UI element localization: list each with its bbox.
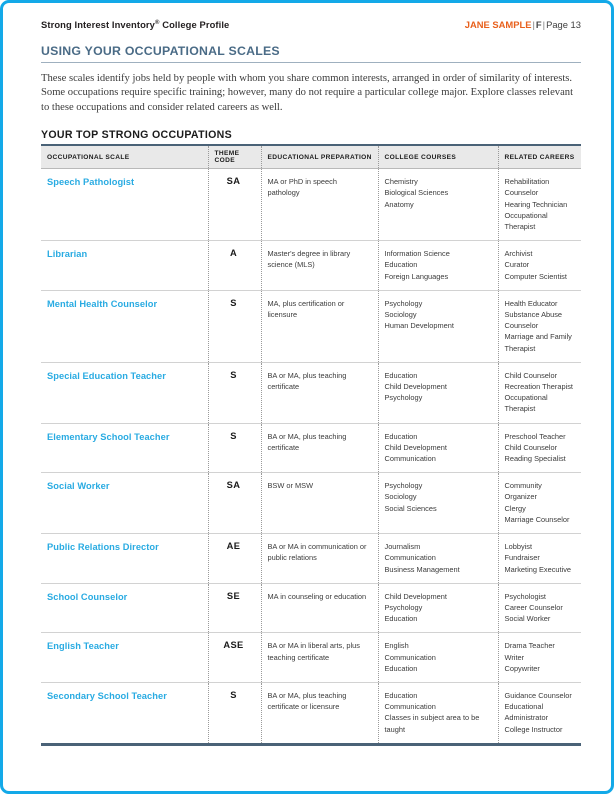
column-header-college-courses: COLLEGE COURSES: [378, 146, 498, 169]
theme-code-value: S: [230, 297, 237, 308]
cell-occupational-scale: [41, 583, 208, 633]
related-career-line: Computer Scientist: [504, 271, 567, 281]
college-course-line: Communication: [384, 702, 436, 712]
related-career-line: Curator: [504, 260, 530, 270]
college-course-line: Communication: [384, 652, 436, 662]
related-career-line: Marketing Executive: [504, 564, 572, 574]
cell-theme-code: [208, 633, 261, 683]
cell-related-careers: [498, 583, 581, 633]
table-row: [41, 682, 581, 742]
education-line: MA or PhD in speech pathology: [267, 177, 337, 198]
cell-related-careers: [498, 169, 581, 241]
running-head: [41, 3, 581, 30]
theme-code-value: S: [230, 369, 237, 380]
cell-educational-preparation: [261, 633, 378, 683]
related-career-line: Substance Abuse Counselor: [504, 310, 563, 331]
occupation-name: English Teacher: [47, 641, 119, 652]
cell-related-careers: [498, 362, 581, 423]
college-course-line: Sociology: [384, 492, 417, 502]
related-career-line: Occupational Therapist: [504, 393, 548, 414]
college-course-line: Psychology: [384, 393, 423, 403]
page-number: Page 13: [546, 19, 581, 30]
college-course-line: Foreign Languages: [384, 271, 449, 281]
related-career-line: Preschool Teacher: [504, 431, 566, 441]
occupation-name: Secondary School Teacher: [47, 690, 167, 701]
cell-theme-code: [208, 682, 261, 742]
related-career-line: Lobbyist: [504, 542, 533, 552]
table-row: [41, 423, 581, 473]
related-career-line: Community Organizer: [504, 481, 542, 502]
education-line: BA or MA, plus teaching certificate: [267, 370, 347, 392]
column-header-occupational-scale: OCCUPATIONAL SCALE: [41, 146, 208, 169]
college-course-line: Child Development: [384, 382, 447, 392]
education-line: BA or MA, plus teaching certificate or licensure: [267, 690, 347, 712]
theme-code-value: SA: [226, 176, 241, 187]
related-career-line: Educational Administrator: [504, 702, 549, 723]
table-row: [41, 633, 581, 683]
table-row: [41, 473, 581, 534]
cell-theme-code: [208, 423, 261, 473]
education-line: BSW or MSW: [267, 481, 314, 491]
cell-occupational-scale: [41, 633, 208, 683]
cell-occupational-scale: [41, 534, 208, 584]
college-course-line: Chemistry: [384, 177, 418, 187]
occupation-name: Special Education Teacher: [47, 370, 166, 381]
cell-educational-preparation: [261, 583, 378, 633]
occupation-name: School Counselor: [47, 591, 128, 602]
cell-theme-code: [208, 169, 261, 241]
page-content: [41, 3, 581, 746]
related-career-line: Copywriter: [504, 663, 540, 673]
related-career-line: Social Worker: [504, 614, 551, 624]
cell-related-careers: [498, 682, 581, 742]
related-career-line: Drama Teacher: [504, 641, 555, 651]
section-heading-rule: [41, 62, 581, 63]
table-row: [41, 534, 581, 584]
related-career-line: Fundraiser: [504, 553, 540, 563]
education-line: MA, plus certification or licensure: [267, 298, 345, 320]
related-career-line: Health Educator: [504, 298, 558, 308]
college-course-line: Information Science: [384, 249, 450, 259]
cell-educational-preparation: [261, 241, 378, 291]
person-name: JANE SAMPLE: [464, 19, 532, 30]
cell-related-careers: [498, 633, 581, 683]
occupation-name: Librarian: [47, 249, 88, 260]
cell-college-courses: [378, 473, 498, 534]
related-career-line: Clergy: [504, 503, 526, 513]
table-row: [41, 290, 581, 362]
college-course-line: Education: [384, 431, 418, 441]
cell-college-courses: [378, 362, 498, 423]
college-course-line: Education: [384, 614, 418, 624]
column-header-educational-preparation: EDUCATIONAL PREPARATION: [261, 146, 378, 169]
cell-occupational-scale: [41, 169, 208, 241]
college-course-line: Business Management: [384, 564, 460, 574]
education-line: BA or MA in communication or public relations: [267, 542, 367, 563]
theme-code-value: AE: [226, 541, 241, 552]
cell-related-careers: [498, 290, 581, 362]
college-course-line: Communication: [384, 454, 436, 464]
cell-college-courses: [378, 169, 498, 241]
college-course-line: Psychology: [384, 481, 423, 491]
cell-theme-code: [208, 241, 261, 291]
college-course-line: Social Sciences: [384, 503, 437, 513]
occupations-table: [41, 146, 581, 743]
cell-related-careers: [498, 534, 581, 584]
education-line: BA or MA in liberal arts, plus teaching certificate: [267, 641, 360, 662]
identity-separator-1: |: [532, 19, 535, 30]
table-heading: YOUR TOP STRONG OCCUPATIONS: [41, 129, 232, 142]
related-career-line: Occupational Therapist: [504, 210, 548, 232]
theme-code-value: A: [229, 248, 238, 259]
related-career-line: Guidance Counselor: [504, 690, 572, 700]
education-line: MA in counseling or education: [267, 591, 367, 601]
college-course-line: Human Development: [384, 321, 454, 331]
cell-occupational-scale: [41, 362, 208, 423]
college-course-line: English: [384, 641, 409, 651]
cell-theme-code: [208, 534, 261, 584]
table-row: [41, 169, 581, 241]
cell-educational-preparation: [261, 534, 378, 584]
section-intro-paragraph: These scales identify jobs held by people with whom you share common interests, arranged in order of similarity of interests. Some occupations require specific training; however, many do not require a particular college major. Explore classes relevant to these occupations and consider related careers as well.: [41, 73, 574, 113]
college-course-line: Anatomy: [384, 199, 414, 209]
occupation-name: Mental Health Counselor: [47, 298, 158, 309]
cell-theme-code: [208, 583, 261, 633]
table-header: [41, 146, 581, 169]
related-career-line: Writer: [504, 652, 525, 662]
cell-college-courses: [378, 241, 498, 291]
column-header-theme-code: THEME CODE: [208, 146, 261, 169]
related-career-line: Child Counselor: [504, 370, 558, 380]
table-header-row: [41, 146, 581, 169]
college-course-line: Biological Sciences: [384, 188, 449, 198]
identity-separator-2: |: [542, 19, 546, 30]
cell-college-courses: [378, 534, 498, 584]
cell-educational-preparation: [261, 169, 378, 241]
college-course-line: Education: [384, 690, 418, 700]
report-title-main: Strong Interest Inventory: [41, 19, 155, 30]
college-course-line: Classes in subject area to be taught: [384, 713, 480, 734]
related-career-line: Rehabilitation Counselor: [504, 177, 550, 198]
education-line: BA or MA, plus teaching certificate: [267, 431, 347, 452]
table-row: [41, 583, 581, 633]
report-title-tail: College Profile: [159, 19, 230, 30]
cell-occupational-scale: [41, 290, 208, 362]
college-course-line: Communication: [384, 553, 436, 563]
table-row: [41, 362, 581, 423]
cell-educational-preparation: [261, 423, 378, 473]
cell-college-courses: [378, 583, 498, 633]
college-course-line: Child Development: [384, 442, 447, 452]
cell-related-careers: [498, 473, 581, 534]
college-course-line: Sociology: [384, 310, 417, 320]
related-career-line: Marriage and Family Therapist: [504, 332, 572, 353]
college-course-line: Psychology: [384, 602, 423, 612]
occupation-name: Public Relations Director: [47, 542, 159, 553]
related-career-line: Archivist: [504, 249, 533, 259]
registered-trademark-mark: ®: [154, 19, 160, 26]
table-body: [41, 169, 581, 743]
cell-related-careers: [498, 423, 581, 473]
cell-educational-preparation: [261, 362, 378, 423]
cell-educational-preparation: [261, 682, 378, 742]
cell-occupational-scale: [41, 423, 208, 473]
related-career-line: Reading Specialist: [504, 454, 566, 464]
related-career-line: Psychologist: [504, 591, 546, 601]
gender-code: F: [535, 19, 542, 30]
cell-college-courses: [378, 633, 498, 683]
cell-occupational-scale: [41, 241, 208, 291]
table-row: [41, 241, 581, 291]
occupation-name: Elementary School Teacher: [47, 431, 170, 442]
related-career-line: Hearing Technician: [504, 199, 568, 209]
cell-college-courses: [378, 682, 498, 742]
cell-college-courses: [378, 423, 498, 473]
table-bottom-rule: [41, 743, 581, 746]
cell-related-careers: [498, 241, 581, 291]
theme-code-value: S: [230, 689, 237, 700]
theme-code-value: S: [230, 430, 237, 441]
related-career-line: College Instructor: [504, 724, 563, 734]
cell-theme-code: [208, 290, 261, 362]
college-course-line: Education: [384, 370, 418, 380]
college-course-line: Psychology: [384, 298, 423, 308]
cell-theme-code: [208, 473, 261, 534]
cell-occupational-scale: [41, 473, 208, 534]
college-course-line: Journalism: [384, 542, 421, 552]
theme-code-value: SE: [226, 590, 241, 601]
occupation-name: Social Worker: [47, 481, 110, 492]
college-course-line: Child Development: [384, 591, 447, 601]
column-header-related-careers: RELATED CAREERS: [498, 146, 581, 169]
cell-educational-preparation: [261, 290, 378, 362]
cell-educational-preparation: [261, 473, 378, 534]
page-identity: [465, 19, 581, 30]
cell-occupational-scale: [41, 682, 208, 742]
related-career-line: Career Counselor: [504, 602, 563, 612]
theme-code-value: ASE: [223, 640, 244, 651]
report-title: [41, 19, 229, 30]
theme-code-value: SA: [226, 480, 241, 491]
related-career-line: Child Counselor: [504, 442, 558, 452]
college-course-line: Education: [384, 260, 418, 270]
section-heading: USING YOUR OCCUPATIONAL SCALES: [41, 44, 280, 58]
occupation-name: Speech Pathologist: [47, 177, 135, 188]
college-course-line: Education: [384, 663, 418, 673]
related-career-line: Recreation Therapist: [504, 382, 573, 392]
related-career-line: Marriage Counselor: [504, 514, 570, 524]
cell-theme-code: [208, 362, 261, 423]
education-line: Master's degree in library science (MLS): [267, 249, 351, 270]
cell-college-courses: [378, 290, 498, 362]
